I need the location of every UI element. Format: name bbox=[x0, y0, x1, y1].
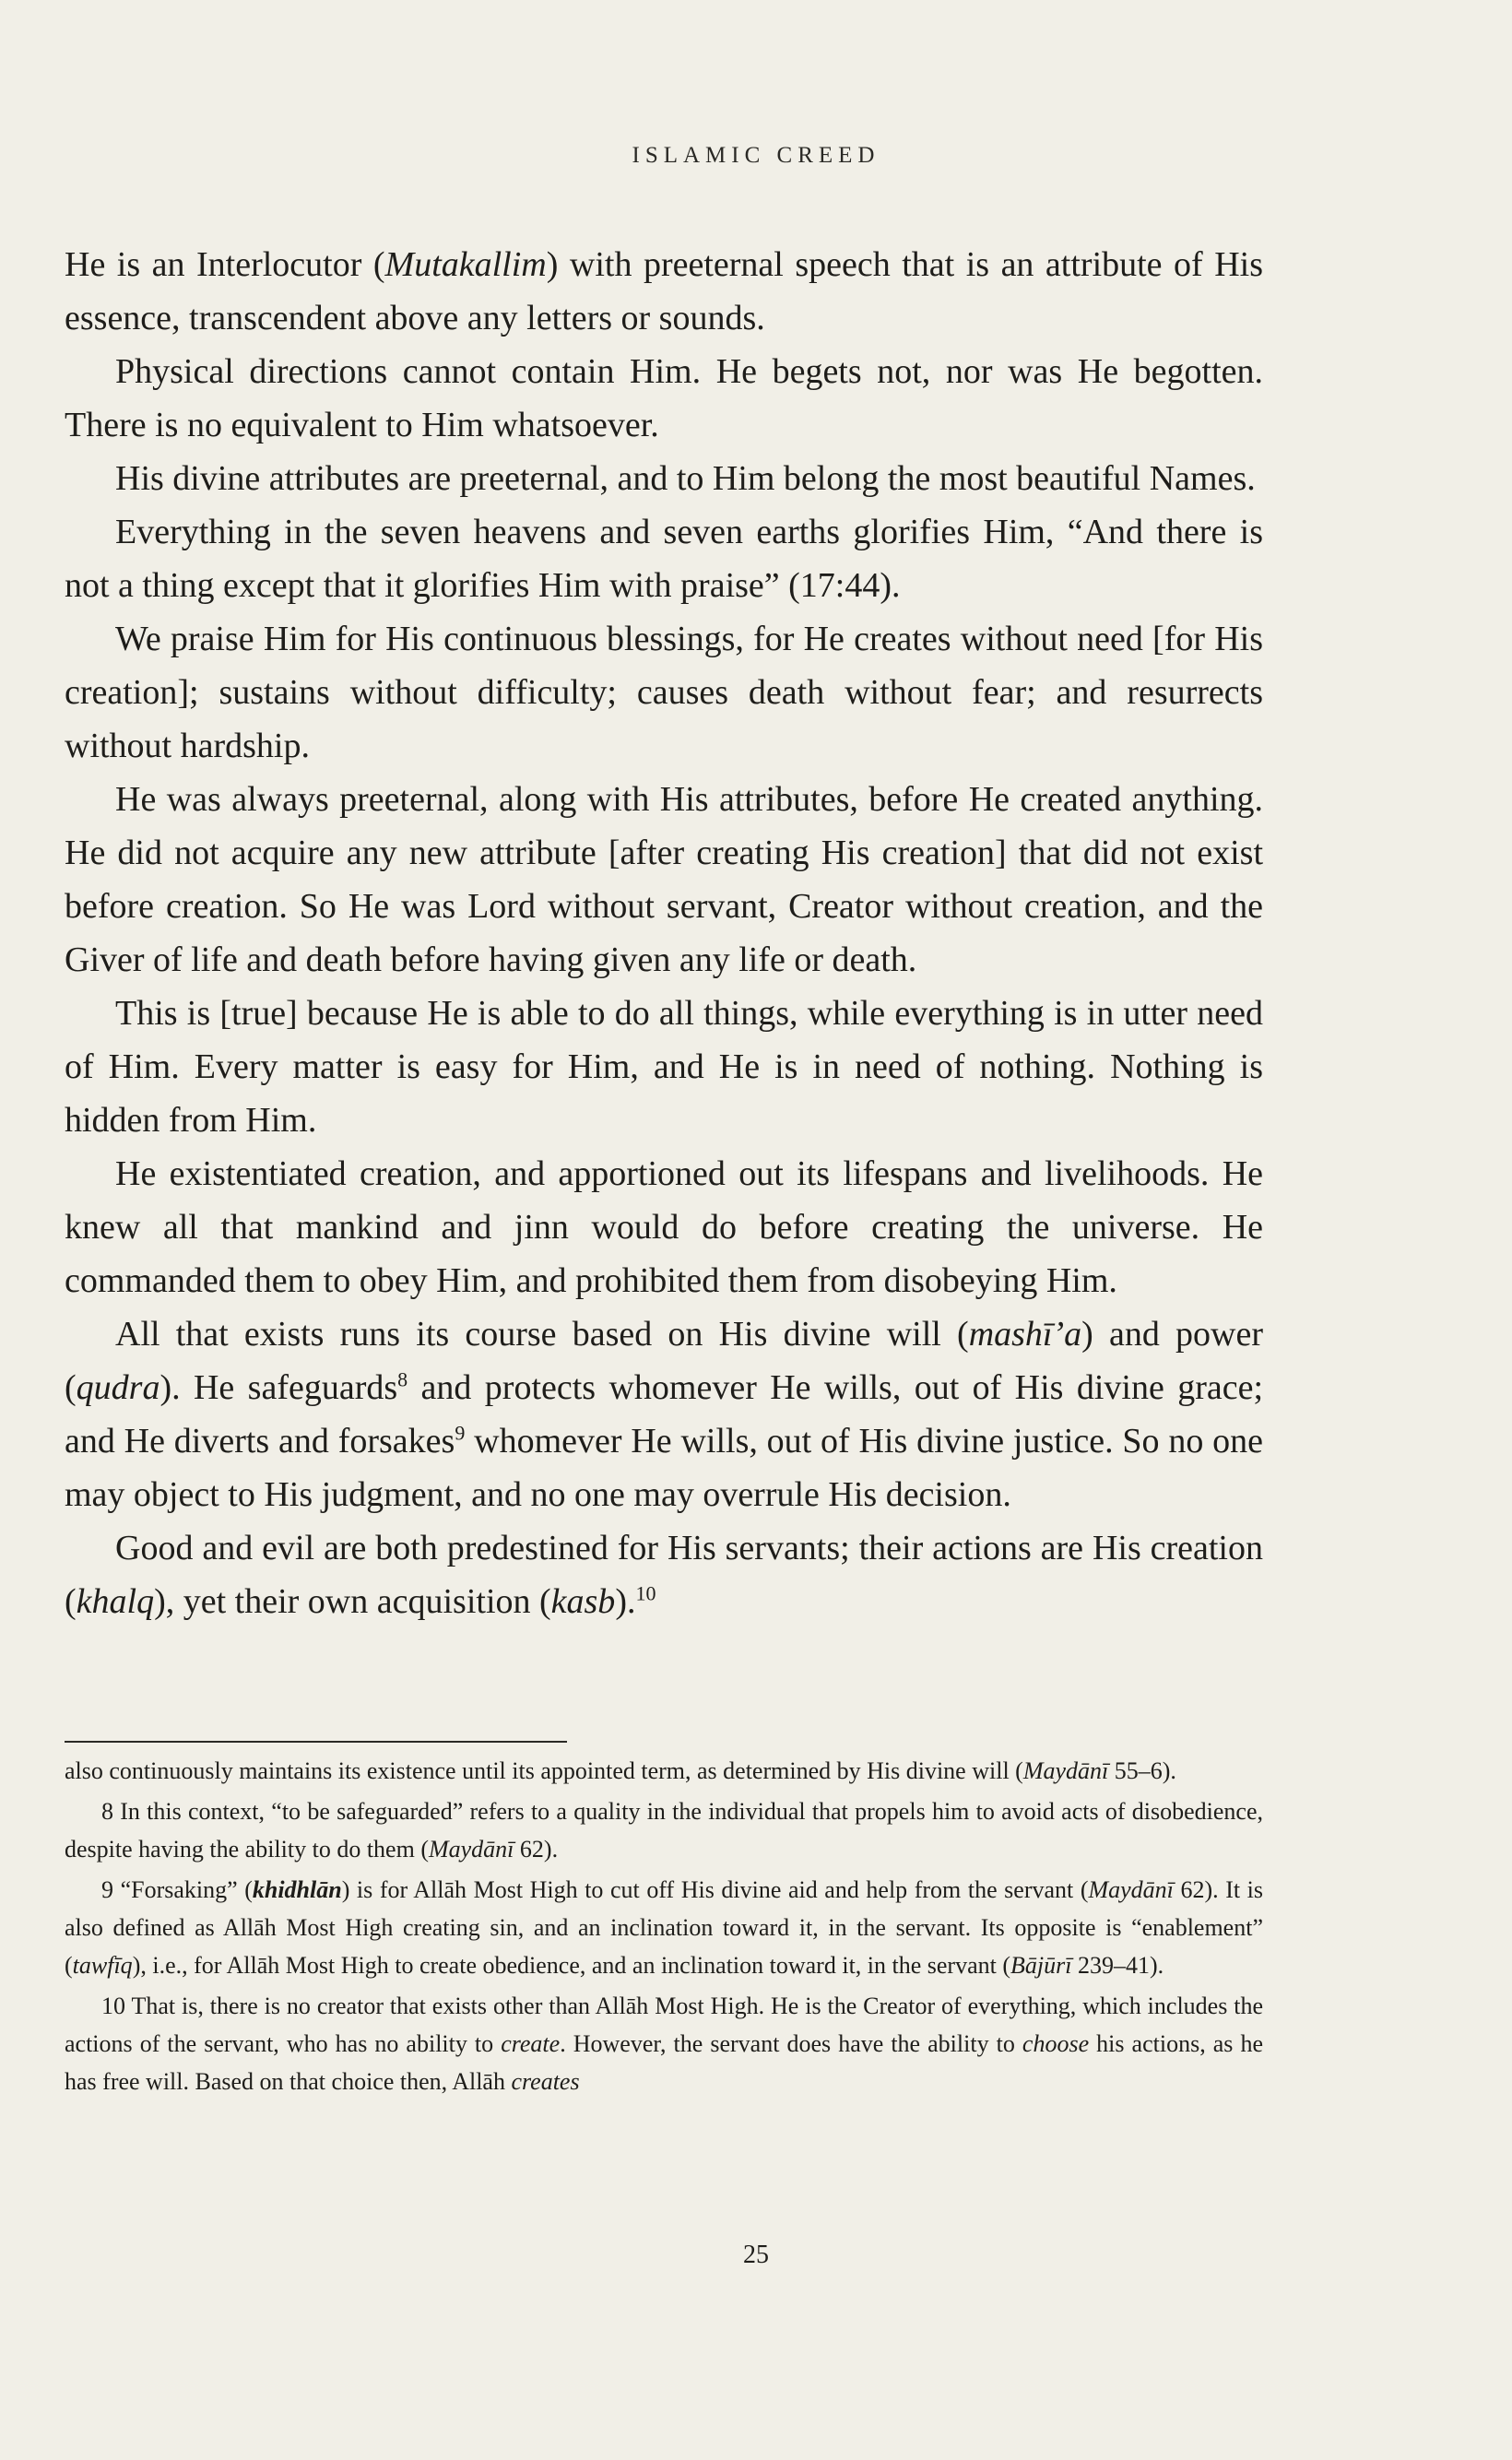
footnote-number: 10 bbox=[101, 1993, 125, 2019]
text-run: ) with preeternal speech that is an attribute of His essence, transcendent above any letters or sounds. bbox=[65, 245, 1263, 337]
italic-term: Mutakallim bbox=[384, 245, 547, 284]
footnote-continuation bbox=[65, 1752, 1263, 1790]
text-run: ), yet their own acquisition ( bbox=[154, 1582, 551, 1621]
footnote-ref-8: 8 bbox=[397, 1367, 408, 1391]
text-run: whomever He wills, out of His divine justice. So no one may object to His judgment, and no one may overrule His decision. bbox=[65, 1422, 1263, 1514]
paragraph-9 bbox=[65, 1307, 1263, 1521]
text-run: ), i.e., for Allāh Most High to create obedience, and an inclination toward it, in the servant ( bbox=[132, 1952, 1011, 1979]
paragraph-7: This is [true] because He is able to do all things, while everything is in utter need of Him. Every matter is easy for Him, and He is in need of nothing. Nothing is hidden from Him. bbox=[65, 994, 1263, 1140]
main-text bbox=[65, 238, 1263, 1628]
paragraph-10 bbox=[65, 1521, 1263, 1628]
text-run: That is, there is no creator that exists other than Allāh Most High. He is the Creator of everything, which includes the actions of the servant, who has no ability to bbox=[65, 1993, 1263, 2057]
paragraph-8: He existentiated creation, and apportioned out its lifespans and livelihoods. He knew all that mankind and jinn would do before creating the universe. He commanded them to obey Him, and prohibited them from disobeying Him. bbox=[65, 1154, 1263, 1300]
italic-term: kasb bbox=[550, 1582, 616, 1621]
footnote-number: 8 bbox=[101, 1798, 113, 1825]
paragraph-6: He was always preeternal, along with His attributes, before He created anything. He did not acquire any new attribute [after creating His creation] that did not exist before creation. So He was Lord without servant, Creator without creation, and the Giver of life and death before having given any life or death. bbox=[65, 780, 1263, 979]
text-run: ). bbox=[615, 1582, 636, 1621]
text-run: . However, the servant does have the ability to bbox=[560, 2030, 1022, 2057]
footnote-8 bbox=[65, 1792, 1263, 1868]
italic-term: Maydānī bbox=[1088, 1876, 1174, 1903]
paragraph-4: Everything in the seven heavens and seven earths glorifies Him, “And there is not a thing except that it glorifies Him with praise” (17:44). bbox=[65, 513, 1263, 605]
page-number: 25 bbox=[743, 2241, 769, 2269]
italic-term: Bājūrī bbox=[1010, 1952, 1072, 1979]
italic-term: create bbox=[501, 2030, 561, 2057]
italic-term: tawfīq bbox=[72, 1952, 133, 1979]
italic-term: choose bbox=[1022, 2030, 1090, 2057]
italic-term: Maydānī bbox=[428, 1836, 514, 1863]
running-head: ISLAMIC CREED bbox=[632, 143, 880, 168]
text-run: “Forsaking” ( bbox=[113, 1876, 253, 1903]
paragraph-1 bbox=[65, 238, 1263, 345]
italic-term: khalq bbox=[76, 1582, 155, 1621]
text-run: Good and evil are both predestined for His servants; their actions are His creation ( bbox=[65, 1529, 1263, 1621]
text-run: In this context, “to be safeguarded” refers to a quality in the individual that propels him to avoid acts of disobedience, despite having the ability to do them ( bbox=[65, 1798, 1263, 1863]
text-run: 62). bbox=[514, 1836, 559, 1863]
footnote-10 bbox=[65, 1987, 1263, 2100]
footnote-number: 9 bbox=[101, 1876, 113, 1903]
footnotes bbox=[65, 1752, 1263, 2103]
text-run: also continuously maintains its existence until its appointed term, as determined by His divine will ( bbox=[65, 1757, 1023, 1784]
text-run: 55–6). bbox=[1108, 1757, 1176, 1784]
text-run: and protects whomever He wills, out of His divine grace; and He diverts and forsakes bbox=[65, 1368, 1264, 1461]
paragraph-2: Physical directions cannot contain Him. He begets not, nor was He begotten. There is no equivalent to Him whatsoever. bbox=[65, 352, 1263, 444]
italic-term: creates bbox=[511, 2068, 580, 2095]
text-run: his actions, as he has free will. Based on that choice then, Allāh bbox=[65, 2030, 1263, 2095]
text-run: ) is for Allāh Most High to cut off His divine aid and help from the servant ( bbox=[341, 1876, 1089, 1903]
paragraph-5: We praise Him for His continuous blessings, for He creates without need [for His creation]; sustains without difficulty; causes death without fear; and resurrects without hardship. bbox=[65, 620, 1263, 765]
footnote-divider bbox=[65, 1741, 567, 1743]
italic-term: mashī’a bbox=[968, 1315, 1082, 1354]
bold-italic-term: khidhlān bbox=[252, 1876, 342, 1903]
paragraph-3: His divine attributes are preeternal, and to Him belong the most beautiful Names. bbox=[115, 459, 1256, 498]
italic-term: Maydānī bbox=[1022, 1757, 1109, 1784]
text-run: All that exists runs its course based on His divine will ( bbox=[115, 1315, 969, 1354]
text-run: 239–41). bbox=[1071, 1952, 1164, 1979]
text-run: 62). It is also defined as Allāh Most High creating sin, and an inclination toward it, in the servant. Its opposite is “enablement” ( bbox=[65, 1876, 1263, 1979]
text-run: He is an Interlocutor ( bbox=[65, 245, 385, 284]
text-run: ) and power ( bbox=[65, 1315, 1263, 1407]
footnote-ref-10: 10 bbox=[635, 1581, 656, 1605]
footnote-9 bbox=[65, 1871, 1263, 1984]
text-run: ). He safeguards bbox=[159, 1368, 398, 1407]
footnote-ref-9: 9 bbox=[455, 1421, 466, 1445]
italic-term: qudra bbox=[76, 1368, 160, 1407]
